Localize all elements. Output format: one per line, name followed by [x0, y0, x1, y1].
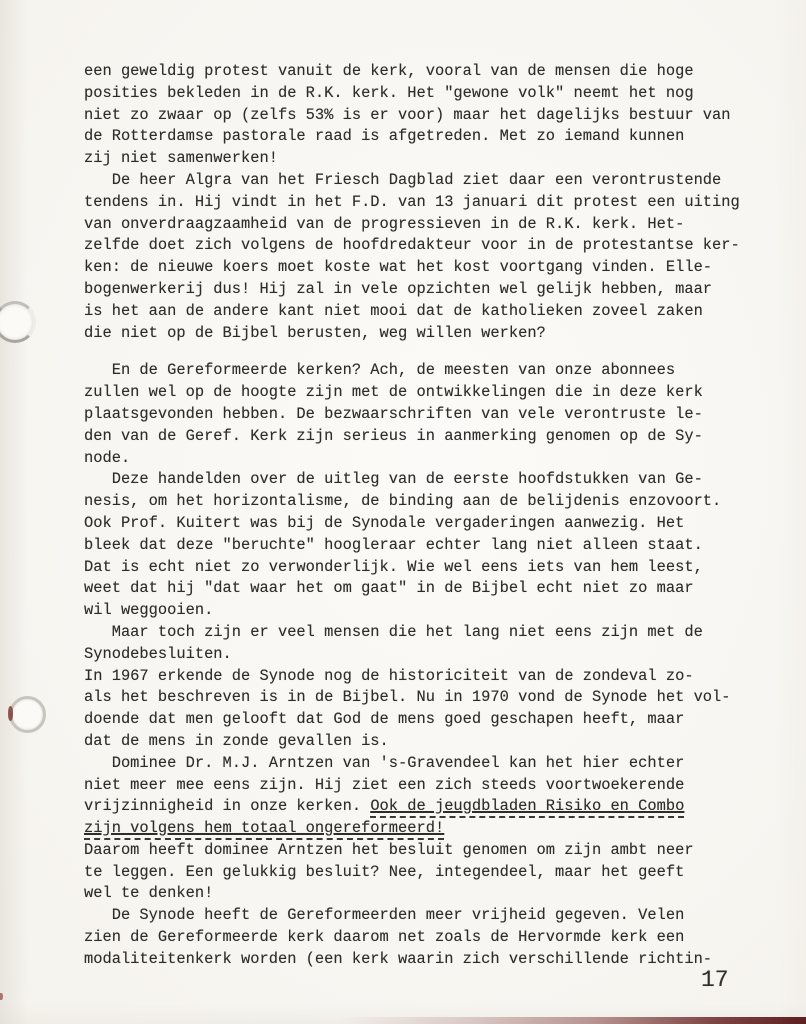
- text-line: zelfde doet zich volgens de hoofdredakteur voor in de protestantse ker-: [84, 236, 740, 255]
- text-line: zij niet samenwerken!: [84, 149, 278, 168]
- text-line: bogenwerkerij dus! Hij zal in vele opzichten wel gelijk hebben, maar: [84, 279, 713, 298]
- blank-line: [84, 344, 764, 360]
- text-line: de Rotterdamse pastorale raad is afgetreden. Met zo iemand kunnen: [84, 127, 685, 146]
- text-line: [84, 818, 764, 840]
- text-line: Ook Prof. Kuitert was bij de Synodale vergaderingen aanwezig. Het: [84, 513, 685, 532]
- text-line: als het beschreven is in de Bijbel. Nu in 1970 vond de Synode het vol-: [84, 688, 731, 707]
- text-line: die niet op de Bijbel berusten, weg willen werken?: [84, 323, 546, 342]
- text-line: zullen wel op de hoogte zijn met de ontwikkelingen die in deze kerk: [84, 383, 703, 402]
- text-line: En de Gereformeerde kerken? Ach, de meesten van onze abonnees: [84, 361, 676, 380]
- text-line: posities bekleden in de R.K. kerk. Het "gewone volk" neemt het nog: [84, 83, 694, 102]
- text-line: niet meer mee eens zijn. Hij ziet een zich steeds voortwoekerende: [84, 775, 685, 794]
- text-line: node.: [84, 448, 131, 467]
- text-line: Maar toch zijn er veel mensen die het lang niet eens zijn met de: [84, 622, 703, 641]
- text-line: modaliteitenkerk worden (een kerk waarin zich verschillende richtin-: [84, 949, 713, 968]
- text-line: niet zo zwaar op (zelfs 53% is er voor) maar het dagelijks bestuur van: [84, 105, 731, 124]
- text-line: Synodebesluiten.: [84, 644, 232, 663]
- text-line: weet dat hij "dat waar het om gaat" in de Bijbel echt niet zo maar: [84, 579, 694, 598]
- hole-punch-top-icon: [0, 301, 36, 343]
- text-line: ken: de nieuwe koers moet koste wat het kost voortgang vinden. Elle-: [84, 258, 713, 277]
- text-line: De Synode heeft de Gereformeerden meer vrijheid gegeven. Velen: [84, 906, 685, 925]
- text-line: bleek dat deze "beruchte" hoogleraar echter lang niet alleen staat.: [84, 535, 703, 554]
- text-line: Dominee Dr. M.J. Arntzen van 's-Gravendeel kan het hier echter: [84, 753, 685, 772]
- text-line: tendens in. Hij vindt in het F.D. van 13 januari dit protest een uiting: [84, 192, 740, 211]
- hole-punch-bottom-icon: [9, 696, 46, 733]
- text-line: Deze handelden over de uitleg van de eerste hoofdstukken van Ge-: [84, 470, 703, 489]
- text-line: den van de Geref. Kerk zijn serieus in aanmerking genomen op de Sy-: [84, 426, 703, 445]
- underlined-text: Ook de jeugdbladen Risiko en Combo: [370, 797, 684, 818]
- text-line: dat de mens in zonde gevallen is.: [84, 731, 389, 750]
- underlined-text: zijn volgens hem totaal ongereformeerd!: [84, 819, 444, 840]
- text-line: zien de Gereformeerde kerk daarom net zoals de Hervormde kerk een: [84, 928, 685, 947]
- text-line: Daarom heeft dominee Arntzen het besluit genomen om zijn ambt neer: [84, 840, 694, 859]
- text-line: wil weggooien.: [84, 601, 214, 620]
- page-number: 17: [701, 967, 729, 993]
- page-text: [84, 61, 764, 971]
- scan-edge-speck: [0, 993, 3, 1000]
- text-line: een geweldig protest vanuit de kerk, vooral van de mensen die hoge: [84, 62, 694, 80]
- text-line: plaatsgevonden hebben. De bezwaarschriften van vele verontruste le-: [84, 404, 703, 423]
- hole-punch-red-backing: [8, 706, 13, 721]
- scan-edge-red-strip: [0, 1017, 806, 1024]
- text-line: te leggen. Een gelukkig besluit? Nee, integendeel, maar het geeft: [84, 862, 685, 881]
- text-line: is het aan de andere kant niet mooi dat de katholieken zoveel zaken: [84, 301, 703, 320]
- text-line: De heer Algra van het Friesch Dagblad ziet daar een verontrustende: [84, 170, 722, 189]
- text-line: van onverdraagzaamheid van de progressieven in de R.K. kerk. Het-: [84, 214, 685, 233]
- text-line: [84, 796, 764, 818]
- text-line: Dat is echt niet zo verwonderlijk. Wie wel eens iets van hem leest,: [84, 557, 703, 576]
- text-line: doende dat men gelooft dat God de mens goed geschapen heeft, maar: [84, 710, 685, 729]
- text-line: nesis, om het horizontalisme, de binding aan de belijdenis enzovoort.: [84, 492, 722, 511]
- text-segment: vrijzinnigheid in onze kerken.: [84, 797, 371, 816]
- text-line: wel te denken!: [84, 884, 214, 903]
- text-line: In 1967 erkende de Synode nog de historiciteit van de zondeval zo-: [84, 666, 694, 685]
